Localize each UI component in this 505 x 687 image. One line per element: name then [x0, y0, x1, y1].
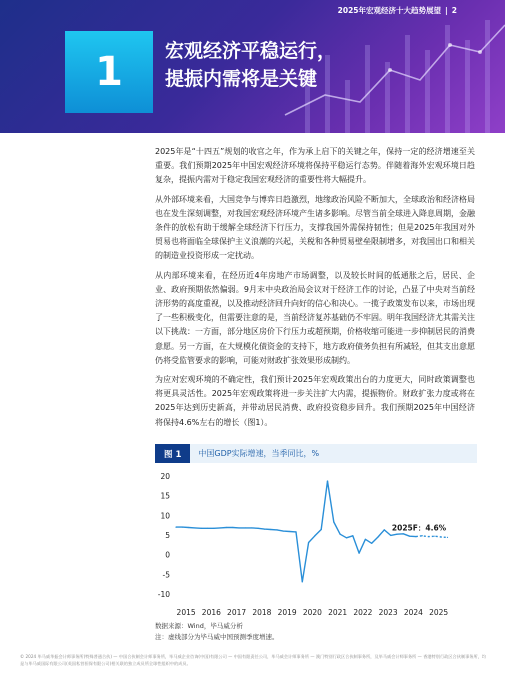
- gdp-actual-point: [245, 527, 246, 528]
- gdp-actual-point: [220, 527, 221, 528]
- body-text: [155, 145, 475, 435]
- forecast-annotation: 2025F：4.6%: [391, 523, 447, 533]
- gdp-actual-point: [207, 528, 208, 529]
- gdp-forecast-point: [428, 536, 429, 537]
- x-tick-label: 2021: [328, 608, 348, 617]
- x-tick-label: 2025: [429, 608, 449, 617]
- chapter-title-line1: 宏观经济平稳运行，: [165, 40, 337, 62]
- x-tick-label: 2019: [277, 608, 297, 617]
- gdp-actual-point: [270, 529, 271, 530]
- gdp-actual-point: [308, 542, 309, 543]
- gdp-actual-point: [175, 527, 176, 528]
- source-line: 数据来源：Wind，毕马威分析: [155, 622, 243, 630]
- figure-source: [155, 621, 279, 643]
- gdp-chart: [150, 466, 480, 621]
- gdp-actual-point: [302, 581, 303, 582]
- gdp-actual-point: [264, 529, 265, 530]
- gdp-actual-point: [396, 534, 397, 535]
- gdp-actual-point: [276, 529, 277, 530]
- gdp-actual-point: [257, 528, 258, 529]
- gdp-actual-point: [283, 530, 284, 531]
- chapter-title: [165, 37, 465, 93]
- paragraph: 2025年是“十四五”规划的收官之年，作为承上启下的关键之年，保持一定的经济增速至关重要。我们预期2025年中国宏观经济环境将保持平稳运行态势。伴随着海外宏观环境日趋复杂，提振内需对于稳定我国宏观经济的重要性将大幅提升。: [155, 147, 475, 185]
- x-tick-label: 2020: [302, 608, 322, 617]
- y-tick-label: 5: [165, 531, 170, 540]
- gdp-actual-point: [409, 536, 410, 537]
- running-title: 2025年宏观经济十大趋势展望: [337, 6, 442, 15]
- x-tick-label: 2022: [353, 608, 373, 617]
- source-note: 注：虚线部分为毕马威中国预测季度增速。: [155, 633, 279, 641]
- gdp-actual-point: [390, 535, 391, 536]
- chapter-title-line2: 提振内需将是关键: [165, 68, 318, 90]
- paragraph: 从内部环境来看，在经历近4年房地产市场调整，以及较长时间的低通胀之后，居民、企业、政府预期依然偏弱。9月末中央政治局会议对于经济工作的讨论，凸显了中央对当前经济形势的高度重视，以及推动经济回升向好的信心和决心。一揽子政策发布以来，市场出现了一些积极变化，但需要注意的是，当前经济复苏基础仍不牢固。明年我国经济尤其需关注以下挑战：一方面，部分地区房价下行压力或超预期，价格收缩可能进一步抑制居民的消费意愿。另一方面，在大规模化债资金的支持下，地方政府债务负担有所减轻，但其支出意愿仍将受监管要求的影响，可能对财政扩张效果形成制约。: [155, 270, 475, 365]
- gdp-actual-point: [333, 521, 334, 522]
- gdp-actual-point: [213, 528, 214, 529]
- gdp-actual-point: [327, 481, 328, 482]
- gdp-actual-point: [226, 527, 227, 528]
- y-tick-label: 0: [165, 550, 170, 560]
- figure-header: [155, 444, 477, 463]
- chapter-number: 1: [65, 31, 153, 113]
- gdp-actual-point: [314, 535, 315, 536]
- gdp-actual-point: [239, 527, 240, 528]
- y-tick-label: 15: [160, 491, 170, 501]
- copyright-footer: © 2024 毕马威华振会计师事务所(特殊普通合伙) — 中国合伙制会计师事务所，毕马威企业咨询(中国)有限公司 — 中国有限责任公司，毕马威会计师事务所 — 澳门特别行政区合伙制事务所，及毕马威会计师事务所 — 香港特别行政区合伙制事务所，均是与毕马威国际有限公司(英国私营担保有限公司)相关联的独立成员所全球性组织中的成员。: [20, 654, 487, 666]
- gdp-forecast-point: [441, 536, 442, 537]
- gdp-actual-point: [201, 528, 202, 529]
- gdp-actual-point: [194, 527, 195, 528]
- y-tick-label: -5: [162, 570, 170, 580]
- gdp-line-chart: [150, 466, 480, 621]
- running-head: [338, 4, 457, 18]
- x-tick-label: 2023: [378, 608, 398, 617]
- chapter-banner: [0, 0, 505, 133]
- gdp-actual-point: [182, 527, 183, 528]
- gdp-forecast-point: [434, 536, 435, 537]
- paragraph: 为应对宏观环境的不确定性，我们预计2025年宏观政策出台的力度更大，同时政策调整也将更具灵活性。2025年宏观政策将进一步关注扩大内需，提振物价。财政扩张力度或将在2025年达到历史新高，并带动居民消费、政府投资稳步回升。我们预期2025年中国经济将保持4.6%左右的增长（图1）。: [155, 375, 475, 427]
- gdp-actual-point: [188, 527, 189, 528]
- gdp-actual-point: [251, 527, 252, 528]
- gdp-forecast-point: [447, 537, 448, 538]
- x-tick-label: 2015: [176, 608, 196, 617]
- gdp-actual-point: [352, 535, 353, 536]
- page-number: 2: [451, 6, 457, 15]
- gdp-actual-point: [340, 534, 341, 535]
- gdp-actual-point: [321, 529, 322, 530]
- x-tick-label: 2024: [403, 608, 423, 617]
- gdp-forecast-point: [415, 536, 416, 537]
- x-tick-label: 2016: [201, 608, 221, 617]
- gdp-actual-point: [295, 531, 296, 532]
- gdp-actual-point: [365, 539, 366, 540]
- gdp-actual-point: [289, 531, 290, 532]
- gdp-forecast-point: [422, 535, 423, 536]
- x-tick-label: 2017: [227, 608, 247, 617]
- figure-label: 图 1: [155, 444, 190, 463]
- y-tick-label: 10: [160, 511, 170, 521]
- y-tick-label: -10: [157, 590, 170, 599]
- figure-title: 中国GDP实际增速，当季同比，%: [198, 449, 320, 458]
- gdp-actual-point: [371, 543, 372, 544]
- gdp-actual-point: [384, 529, 385, 530]
- gdp-actual-point: [377, 536, 378, 537]
- gdp-forecast-line: [416, 536, 448, 538]
- gdp-actual-point: [403, 533, 404, 534]
- gdp-actual-point: [358, 552, 359, 553]
- gdp-actual-point: [232, 527, 233, 528]
- x-tick-label: 2018: [252, 608, 272, 617]
- gdp-actual-point: [346, 537, 347, 538]
- y-tick-label: 20: [160, 472, 170, 481]
- running-head-separator: |: [445, 6, 448, 15]
- paragraph: 从外部环境来看，大国竞争与博弈日趋激烈，地缘政治风险不断加大，全球政治和经济格局也在发生深刻调整，对我国宏观经济环境产生诸多影响。尽管当前全球进入降息周期，金融条件的放松有助于缓解全球经济下行压力，支撑我国外需保持韧性；但是2025年我国对外贸易也将面临全球保护主义浪潮的兴起，关税和各种贸易壁垒限制增多，对我国出口和相关的制造业投资形成一定扰动。: [155, 194, 475, 261]
